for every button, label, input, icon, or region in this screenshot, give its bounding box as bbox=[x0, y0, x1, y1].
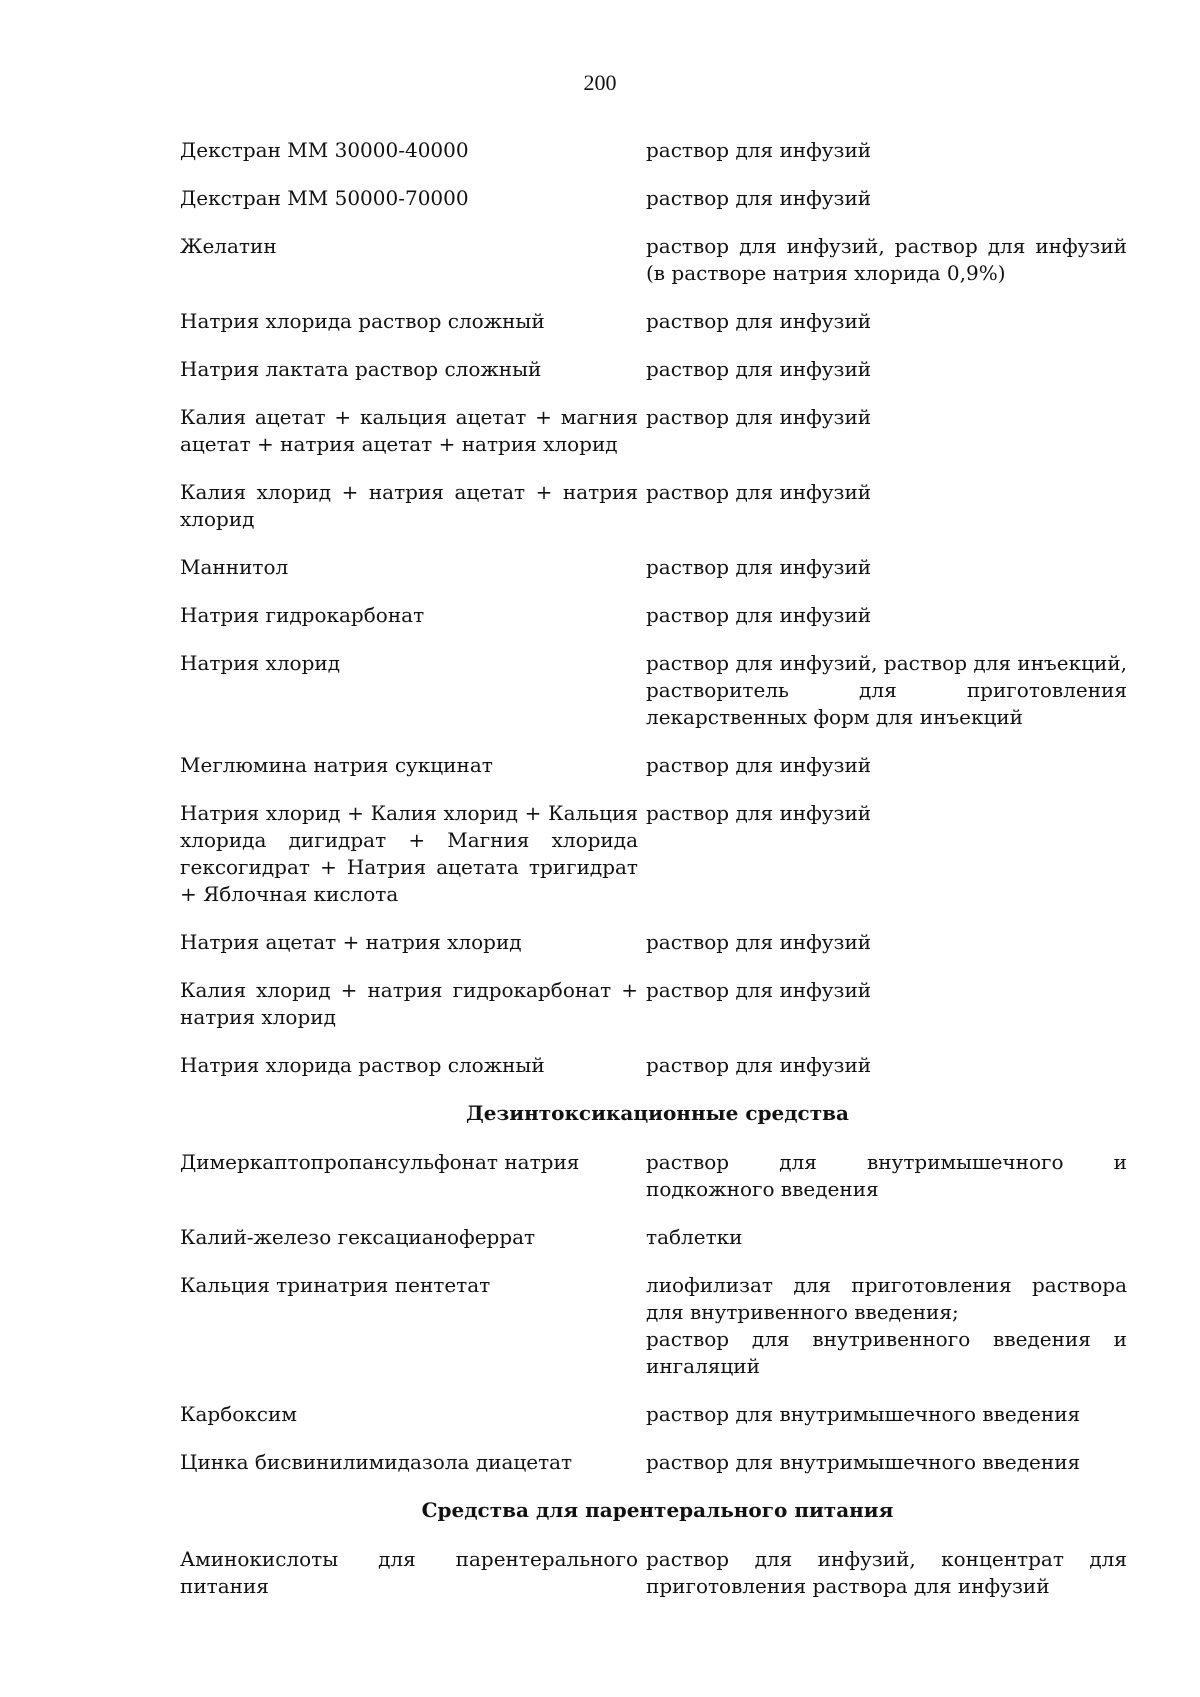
table-row bbox=[180, 1272, 1135, 1380]
page-number: 200 bbox=[583, 70, 617, 95]
dosage-form-line: раствор для инфузий bbox=[646, 186, 872, 210]
drug-name: Калий-железо гексацианоферрат bbox=[180, 1225, 536, 1249]
drug-name: Натрия хлорида раствор сложный bbox=[180, 309, 545, 333]
drug-list bbox=[180, 137, 1135, 1621]
dosage-form bbox=[646, 1149, 1127, 1203]
dosage-form-line: раствор для инфузий, концентрат для приготовления раствора для инфузий bbox=[646, 1547, 1127, 1598]
dosage-form bbox=[646, 1272, 1127, 1380]
dosage-form-line: лиофилизат для приготовления раствора для внутривенного введения; bbox=[646, 1273, 1127, 1324]
table-row bbox=[180, 752, 1135, 779]
dosage-form bbox=[646, 185, 1127, 212]
table-row bbox=[180, 185, 1135, 212]
dosage-form bbox=[646, 308, 1127, 335]
dosage-form-line: раствор для внутримышечного введения bbox=[646, 1402, 1081, 1426]
dosage-form bbox=[646, 1401, 1127, 1428]
drug-name: Желатин bbox=[180, 234, 277, 258]
dosage-form bbox=[646, 929, 1127, 956]
table-row bbox=[180, 137, 1135, 164]
table-row bbox=[180, 1449, 1135, 1476]
table-row bbox=[180, 1546, 1135, 1600]
dosage-form-line: раствор для инфузий bbox=[646, 480, 872, 504]
dosage-form bbox=[646, 137, 1127, 164]
dosage-form bbox=[646, 233, 1127, 287]
dosage-form bbox=[646, 479, 1127, 533]
drug-name: Натрия хлорид bbox=[180, 651, 341, 675]
drug-group-parenteral bbox=[180, 1546, 1135, 1600]
dosage-form-line: раствор для инфузий bbox=[646, 603, 872, 627]
dosage-form bbox=[646, 800, 1127, 908]
dosage-form bbox=[646, 1546, 1127, 1600]
dosage-form-line: раствор для инфузий bbox=[646, 801, 872, 825]
drug-name: Карбоксим bbox=[180, 1402, 297, 1426]
table-row bbox=[180, 1224, 1135, 1251]
dosage-form-line: раствор для инфузий bbox=[646, 753, 872, 777]
drug-name: Калия хлорид + натрия гидрокарбонат + натрия хлорид bbox=[180, 978, 638, 1029]
dosage-form-line: раствор для внутривенного введения и ингаляций bbox=[646, 1327, 1127, 1378]
dosage-form-line: раствор для инфузий bbox=[646, 555, 872, 579]
dosage-form bbox=[646, 554, 1127, 581]
dosage-form-line: раствор для инфузий bbox=[646, 930, 872, 954]
table-row bbox=[180, 1401, 1135, 1428]
drug-name: Натрия хлорида раствор сложный bbox=[180, 1053, 545, 1077]
drug-name: Аминокислоты для парентерального питания bbox=[180, 1547, 638, 1598]
table-row bbox=[180, 977, 1135, 1031]
dosage-form-line: раствор для внутримышечного и подкожного введения bbox=[646, 1150, 1127, 1201]
drug-name: Димеркаптопропансульфонат натрия bbox=[180, 1150, 580, 1174]
drug-name: Декстран ММ 30000-40000 bbox=[180, 138, 469, 162]
dosage-form-line: раствор для инфузий, раствор для инъекций, растворитель для приготовления лекарственных форм для инъекций bbox=[646, 651, 1127, 729]
dosage-form-line: таблетки bbox=[646, 1225, 743, 1249]
dosage-form-line: раствор для внутримышечного введения bbox=[646, 1450, 1081, 1474]
dosage-form bbox=[646, 1052, 1127, 1079]
dosage-form bbox=[646, 977, 1127, 1031]
dosage-form-line: раствор для инфузий bbox=[646, 138, 872, 162]
table-row bbox=[180, 356, 1135, 383]
drug-group-detox bbox=[180, 1149, 1135, 1476]
dosage-form bbox=[646, 650, 1127, 731]
drug-name: Натрия лактата раствор сложный bbox=[180, 357, 542, 381]
drug-name: Кальция тринатрия пентетат bbox=[180, 1273, 491, 1297]
drug-name: Декстран ММ 50000-70000 bbox=[180, 186, 469, 210]
drug-name: Маннитол bbox=[180, 555, 289, 579]
dosage-form bbox=[646, 356, 1127, 383]
dosage-form bbox=[646, 602, 1127, 629]
section-heading-detox: Дезинтоксикационные средства bbox=[466, 1101, 849, 1125]
table-row bbox=[180, 929, 1135, 956]
dosage-form bbox=[646, 404, 1127, 458]
drug-name: Калия ацетат + кальция ацетат + магния ацетат + натрия ацетат + натрия хлорид bbox=[180, 405, 638, 456]
dosage-form-line: раствор для инфузий bbox=[646, 1053, 872, 1077]
drug-name: Меглюмина натрия сукцинат bbox=[180, 753, 493, 777]
dosage-form bbox=[646, 1224, 1127, 1251]
drug-group-solutions bbox=[180, 137, 1135, 1079]
dosage-form-line: раствор для инфузий bbox=[646, 405, 872, 429]
table-row bbox=[180, 650, 1135, 731]
table-row bbox=[180, 554, 1135, 581]
dosage-form-line: раствор для инфузий bbox=[646, 978, 872, 1002]
dosage-form-line: раствор для инфузий bbox=[646, 309, 872, 333]
table-row bbox=[180, 800, 1135, 908]
table-row bbox=[180, 602, 1135, 629]
drug-name: Калия хлорид + натрия ацетат + натрия хлорид bbox=[180, 480, 638, 531]
dosage-form bbox=[646, 752, 1127, 779]
drug-name: Натрия гидрокарбонат bbox=[180, 603, 425, 627]
drug-name: Натрия хлорид + Калия хлорид + Кальция хлорида дигидрат + Магния хлорида гексогидрат + Натрия ацетата тригидрат + Яблочная кислота bbox=[180, 801, 638, 906]
table-row bbox=[180, 1052, 1135, 1079]
section-heading-parenteral: Средства для парентерального питания bbox=[421, 1498, 894, 1522]
table-row bbox=[180, 479, 1135, 533]
table-row bbox=[180, 308, 1135, 335]
table-row bbox=[180, 404, 1135, 458]
dosage-form-line: раствор для инфузий, раствор для инфузий (в растворе натрия хлорида 0,9%) bbox=[646, 234, 1127, 285]
table-row bbox=[180, 1149, 1135, 1203]
table-row bbox=[180, 233, 1135, 287]
dosage-form-line: раствор для инфузий bbox=[646, 357, 872, 381]
drug-name: Натрия ацетат + натрия хлорид bbox=[180, 930, 522, 954]
drug-name: Цинка бисвинилимидазола диацетат bbox=[180, 1450, 573, 1474]
dosage-form bbox=[646, 1449, 1127, 1476]
